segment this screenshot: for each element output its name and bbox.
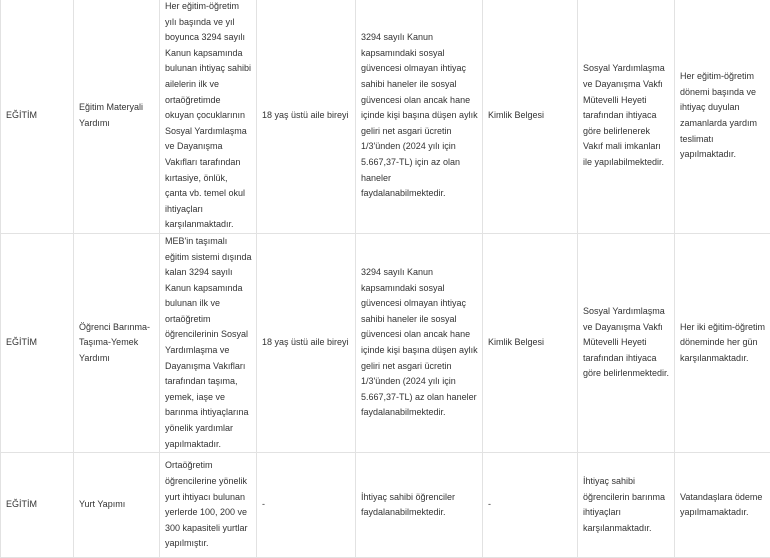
table-row: [1, 453, 770, 558]
applicant-cell: 18 yaş üstü aile bireyi: [257, 0, 356, 233]
documents-cell: Kimlik Belgesi: [483, 233, 578, 452]
timing-cell: Her eğitim-öğretim dönemi başında ve ihtiyaç duyulan zamanlarda yardım teslimatı yapılmaktadır.: [675, 0, 770, 233]
timing-cell: Her iki eğitim-öğretim döneminde her gün karşılanmaktadır.: [675, 233, 770, 452]
aid-name-cell: Eğitim Materyali Yardımı: [74, 0, 160, 233]
decision-cell: İhtiyaç sahibi öğrencilerin barınma ihtiyaçları karşılanmaktadır.: [578, 453, 675, 558]
conditions-cell: İhtiyaç sahibi öğrenciler faydalanabilmektedir.: [356, 453, 483, 558]
decision-cell: Sosyal Yardımlaşma ve Dayanışma Vakfı Mütevelli Heyeti tarafından ihtiyaca göre belirlenerek Vakıf mali imkanları ile yapılabilmektedir.: [578, 0, 675, 233]
description-cell: Ortaöğretim öğrencilerine yönelik yurt ihtiyacı bulunan yerlerde 100, 200 ve 300 kapasiteli yurtlar yapılmıştır.: [160, 453, 257, 558]
conditions-cell: 3294 sayılı Kanun kapsamındaki sosyal güvencesi olmayan ihtiyaç sahibi haneler ile sosyal güvencesi olan ancak hane içinde kişi başına düşen aylık geliri net asgari ücretin 1/3'ünden (2024 yılı için 5.667,37-TL) az olan haneler faydalanabilmektedir.: [356, 233, 483, 452]
category-cell: EĞİTİM: [1, 453, 74, 558]
applicant-cell: -: [257, 453, 356, 558]
documents-cell: -: [483, 453, 578, 558]
table-row: [1, 233, 770, 452]
timing-cell: Vatandaşlara ödeme yapılmamaktadır.: [675, 453, 770, 558]
documents-cell: Kimlik Belgesi: [483, 0, 578, 233]
table-row: [1, 0, 770, 233]
description-cell: MEB'in taşımalı eğitim sistemi dışında kalan 3294 sayılı Kanun kapsamında bulunan ilk ve ortaöğretim öğrencilerinin Sosyal Yardımlaşma ve Dayanışma Vakıfları tarafından taşıma, yemek, iaşe ve barınma ihtiyaçlarına yönelik yardımlar yapılmaktadır.: [160, 233, 257, 452]
conditions-cell: 3294 sayılı Kanun kapsamındaki sosyal güvencesi olmayan ihtiyaç sahibi haneler ile sosyal güvencesi olan ancak hane içinde kişi başına düşen aylık geliri net asgari ücretin 1/3'ünden (2024 yılı için 5.667,37-TL) için az olan haneler faydalanabilmektedir.: [356, 0, 483, 233]
category-cell: EĞİTİM: [1, 0, 74, 233]
applicant-cell: 18 yaş üstü aile bireyi: [257, 233, 356, 452]
category-cell: EĞİTİM: [1, 233, 74, 452]
aid-name-cell: Yurt Yapımı: [74, 453, 160, 558]
description-cell: Her eğitim-öğretim yılı başında ve yıl boyunca 3294 sayılı Kanun kapsamında bulunan ihtiyaç sahibi ailelerin ilk ve ortaöğretimde okuyan çocuklarının Sosyal Yardımlaşma ve Dayanışma Vakıfları tarafından kırtasiye, önlük, çanta vb. temel okul ihtiyaçları karşılanmaktadır.: [160, 0, 257, 233]
decision-cell: Sosyal Yardımlaşma ve Dayanışma Vakfı Mütevelli Heyeti tarafından ihtiyaca göre belirlenmektedir.: [578, 233, 675, 452]
aid-name-cell: Öğrenci Barınma-Taşıma-Yemek Yardımı: [74, 233, 160, 452]
